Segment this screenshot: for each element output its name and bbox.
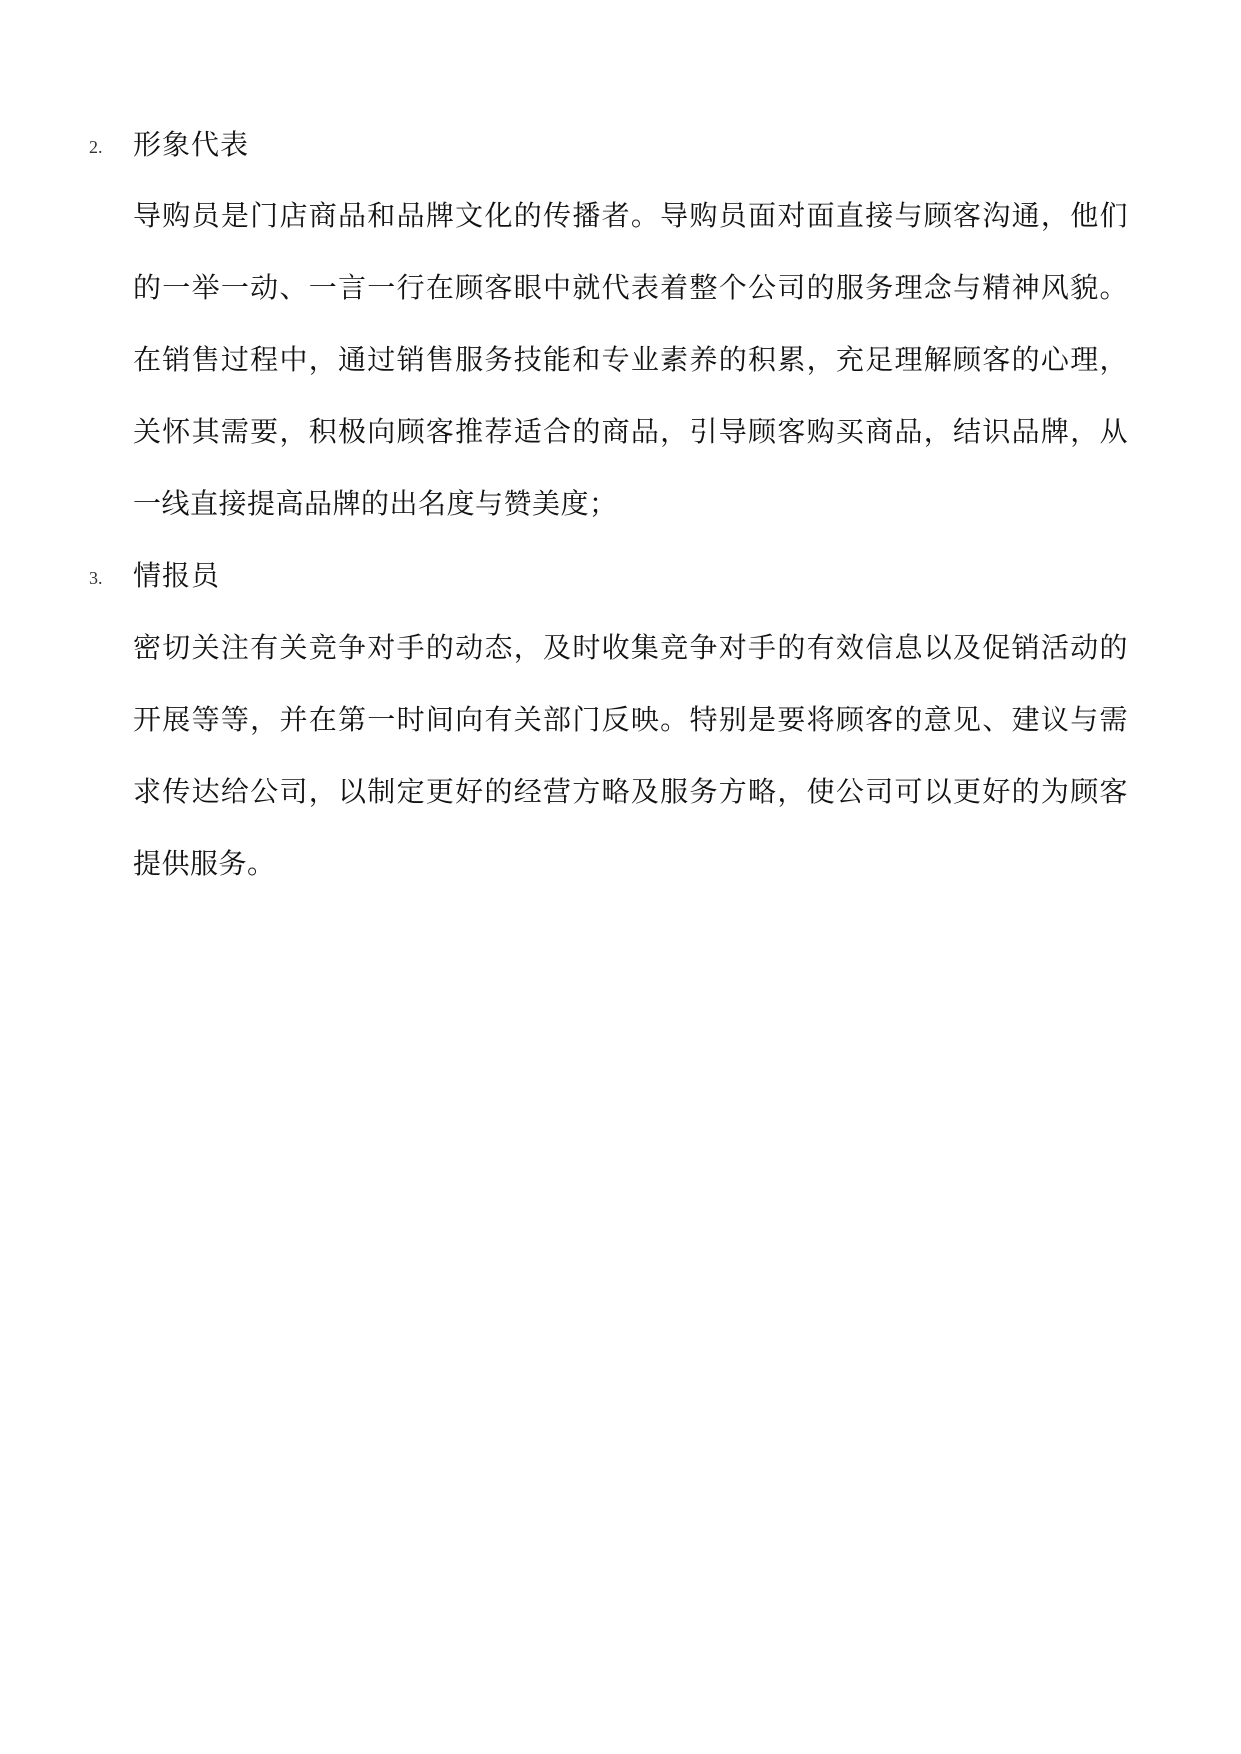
section-title: 情报员 bbox=[133, 559, 221, 592]
section-paragraph: 密切关注有关竞争对手的动态，及时收集竞争对手的有效信息以及促销活动的开展等等，并在第一时间向有关部门反映。特别是要将顾客的意见、建议与需求传达给公司，以制定更好的经营方略及服务方略，使公司可以更好的为顾客提供服务。 bbox=[133, 631, 1128, 880]
section-heading-intelligence-officer bbox=[0, 556, 1241, 596]
section-number: 3. bbox=[89, 568, 103, 588]
section-number: 2. bbox=[89, 137, 103, 157]
section-title: 形象代表 bbox=[133, 128, 250, 161]
section-heading-image-representative bbox=[0, 125, 1241, 165]
section-paragraph: 导购员是门店商品和品牌文化的传播者。导购员面对面直接与顾客沟通，他们的一举一动、一言一行在顾客眼中就代表着整个公司的服务理念与精神风貌。在销售过程中，通过销售服务技能和专业素养的积累，充足理解顾客的心理，关怀其需要，积极向顾客推荐适合的商品，引导顾客购买商品，结识品牌，从一线直接提高品牌的出名度与赞美度； bbox=[133, 199, 1128, 520]
